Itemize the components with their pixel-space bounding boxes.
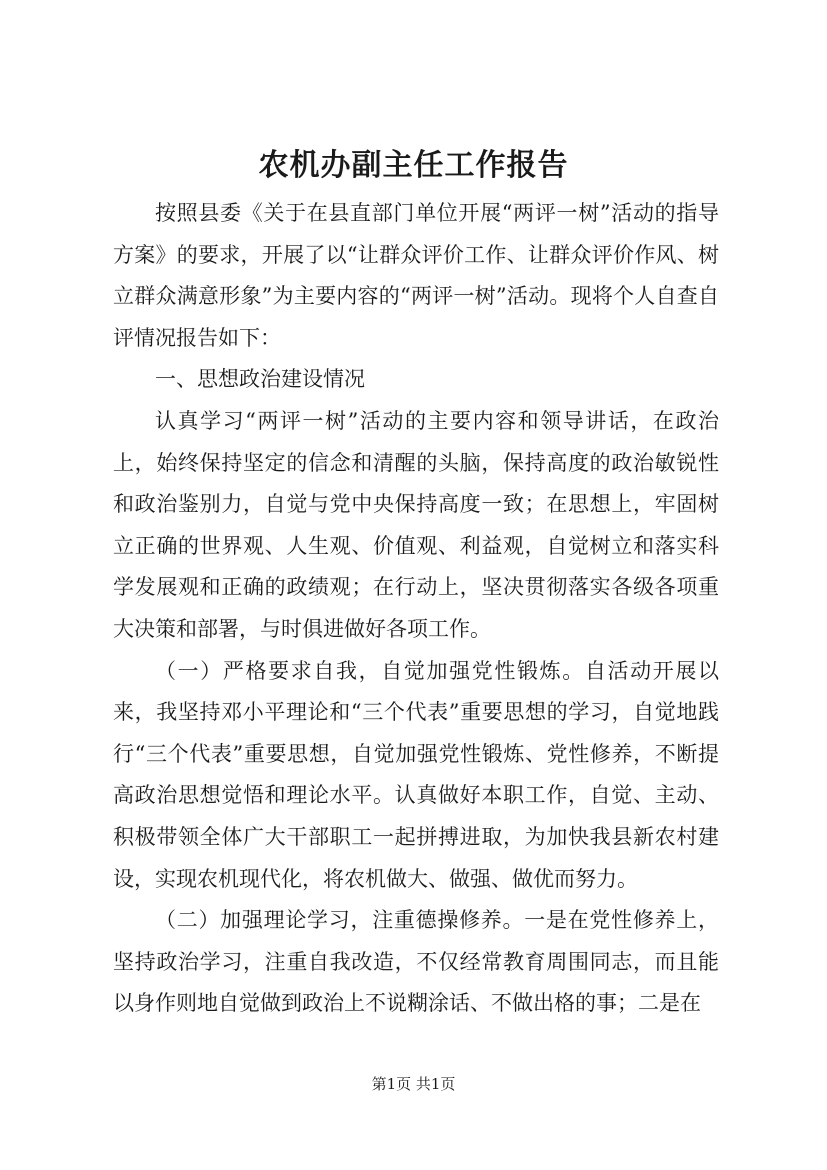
paragraph-political: 认真学习“两评一树”活动的主要内容和领导讲话，在政治上，始终保持坚定的信念和清醒的头脑，保持高度的政治敏锐性和政治鉴别力，自觉与党中央保持高度一致；在思想上，牢固树立正确的世界观、人生观、价值观、利益观，自觉树立和落实科学发展观和正确的政绩观；在行动上，坚决贯彻落实各级各项重大决策和部署，与时俱进做好各项工作。	[113, 408, 719, 641]
document-title: 农机办副主任工作报告	[258, 148, 569, 183]
page-footer: 第1页 共1页	[371, 1075, 456, 1093]
document-body	[113, 193, 719, 1025]
paragraph-subsection-2: （二）加强理论学习，注重德操修养。一是在党性修养上，坚持政治学习，注重自我改造，不仅经常教育周围同志，而且能以身作则地自觉做到政治上不说糊涂话、不做出格的事；二是在	[113, 908, 719, 1016]
paragraph-intro: 按照县委《关于在县直部门单位开展“两评一树”活动的指导方案》的要求，开展了以“让群众评价工作、让群众评价作风、树立群众满意形象”为主要内容的“两评一树”活动。现将个人自查自评情况报告如下：	[113, 201, 719, 350]
paragraph-subsection-1: （一）严格要求自我，自觉加强党性锻炼。自活动开展以来，我坚持邓小平理论和“三个代表”重要思想的学习，自觉地践行“三个代表”重要思想，自觉加强党性锻炼、党性修养，不断提高政治思想觉悟和理论水平。认真做好本职工作，自觉、主动、积极带领全体广大干部职工一起拼搏进取，为加快我县新农村建设，实现农机现代化，将农机做大、做强、做优而努力。	[113, 658, 719, 891]
section-heading: 一、思想政治建设情况	[155, 367, 365, 392]
